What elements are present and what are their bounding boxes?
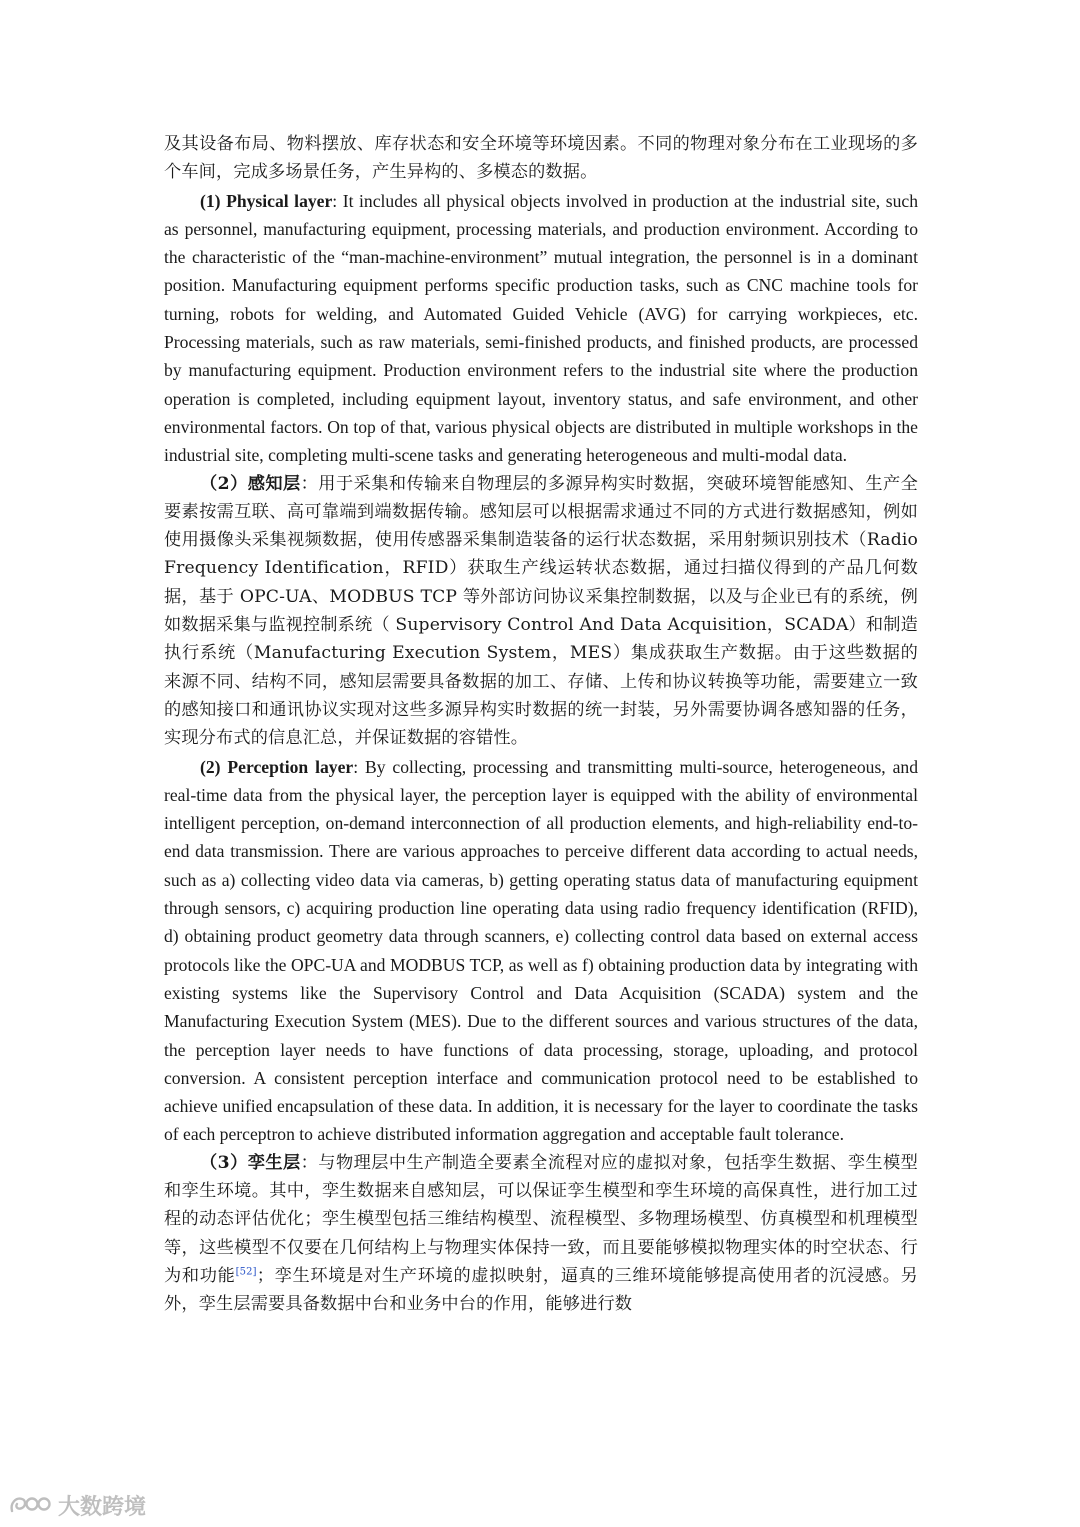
intro-text: 及其设备布局、物料摆放、库存状态和安全环境等环境因素。不同的物理对象分布在工业现场的多个车间，完成多场景任务，产生异构的、多模态的数据。 (164, 134, 918, 183)
twin-layer-zh-text: ：与物理层中生产制造全要素全流程对应的虚拟对象，包括孪生数据、孪生模型和孪生环境。其中，孪生数据来自感知层，可以保证孪生模型和孪生环境的高保真性，进行加工过程的动态评估优化；孪生模型包括三维结构模型、流程模型、多物理场模型、仿真模型和机理模型等，这些模型不仅要在几何结构上与物理实体保持一致，而且要能够模拟物理实体的时空状态、行为和功能 (164, 1152, 918, 1286)
perception-layer-en-paragraph (164, 753, 918, 1149)
watermark (8, 1490, 146, 1521)
perception-layer-en-heading: (2) Perception layer (200, 756, 354, 777)
twin-layer-zh-paragraph (164, 1149, 918, 1319)
perception-layer-zh-text: ：用于采集和传输来自物理层的多源异构实时数据，突破环境智能感知、生产全要素按需互联、高可靠端到端数据传输。感知层可以根据需求通过不同的方式进行数据感知，例如使用摄像头采集视频数据，使用传感器采集制造装备的运行状态数据，采用射频识别技术（Radio Frequency Identification，RFID）获取生产线运转状态数据，通过扫描仪得到的产品几何数据，基于 OPC-UA、MODBUS TCP 等外部访问协议采集控制数据，以及与企业已有的系统，例如数据采集与监视控制系统（ Supervisory Control And Data Acquisition，SCADA）和制造执行系统（Manufacturing Execution System，MES）集成获取生产数据。由于这些数据的来源不同、结构不同，感知层需要具备数据的加工、存储、上传和协议转换等功能，需要建立一致的感知接口和通讯协议实现对这些多源异构实时数据的统一封装，另外需要协调各感知器的任务，实现分布式的信息汇总，并保证数据的容错性。 (164, 473, 918, 749)
perception-layer-zh-paragraph (164, 470, 918, 753)
physical-layer-heading: (1) Physical layer (200, 190, 333, 211)
citation-link[interactable]: [52] (235, 1266, 257, 1278)
logo-icon (8, 1493, 52, 1519)
twin-layer-zh-text-continued: ；孪生环境是对生产环境的虚拟映射，逼真的三维环境能够提高使用者的沉浸感。另外，孪生层需要具备数据中台和业务中台的作用，能够进行数 (164, 1265, 918, 1315)
physical-layer-paragraph (164, 187, 918, 470)
twin-layer-zh-heading: （3）孪生层 (200, 1152, 301, 1173)
physical-layer-text: : It includes all physical objects involved in production at the industrial site, such as personnel, manufacturing equipment, processing materials, and production environment. According to the characteristic of the “man-machine-environment” mutual integration, the personnel is in a dominant position. Manufacturing equipment performs specific production tasks, such as CNC machine tools for turning, robots for welding, and Automated Guided Vehicle (AVG) for carrying workpieces, etc. Processing materials, such as raw materials, semi-finished products, and finished products, are processed by manufacturing equipment. Production environment refers to the industrial site where the production operation is completed, including equipment layout, inventory status, and safe environment, and other environmental factors. On top of that, various physical objects are distributed in multiple workshops in the industrial site, completing multi-scene tasks and generating heterogeneous and multi-modal data. (164, 190, 918, 466)
perception-layer-zh-heading: （2）感知层 (200, 473, 301, 494)
watermark-text: 大数跨境 (58, 1495, 147, 1520)
perception-layer-en-text: : By collecting, processing and transmitting multi-source, heterogeneous, and real-time data from the physical layer, the perception layer is equipped with the ability of environmental intelligent perception, on-demand interconnection of all production elements, and high-reliability end-to-end data transmission. There are various approaches to perceive different data according to actual needs, such as a) collecting video data via cameras, b) getting operating status data of manufacturing equipment through sensors, c) acquiring production line operating data using radio frequency identification (RFID), d) obtaining product geometry data through scanners, e) collecting control data based on external access protocols like the OPC-UA and MODBUS TCP, as well as f) obtaining production data by integrating with existing systems like the Supervisory Control and Data Acquisition (SCADA) system and the Manufacturing Execution System (MES). Due to the different sources and various structures of the data, the perception layer needs to have functions of data processing, storage, uploading, and protocol conversion. A consistent perception interface and communication protocol need to be established to achieve unified encapsulation of these data. In addition, it is necessary for the layer to coordinate the tasks of each perceptron to achieve distributed information aggregation and acceptable fault tolerance. (164, 756, 918, 1145)
body-text (164, 130, 918, 1318)
intro-paragraph (164, 130, 918, 187)
